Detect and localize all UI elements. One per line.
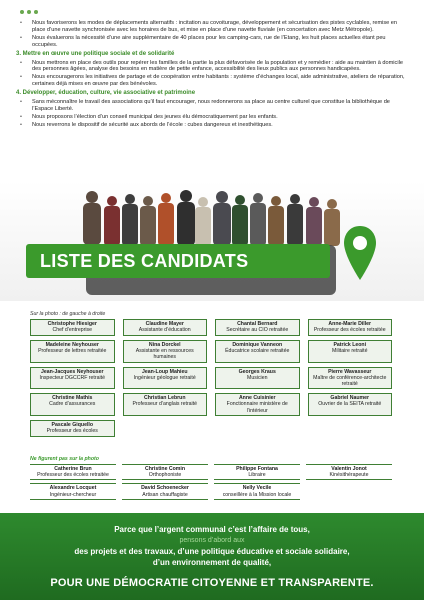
- candidate-card: [30, 393, 115, 416]
- absent-card: [122, 483, 208, 499]
- absent-role: Professeur des écoles retraitée: [37, 472, 109, 479]
- absent-card: [30, 483, 116, 499]
- absent-grid: [30, 464, 392, 500]
- candidate-role: Cadre d’assurances: [49, 401, 96, 408]
- absent-card: [122, 464, 208, 480]
- candidate-card: [123, 367, 208, 390]
- candidate-name: Georges Kraus: [238, 368, 276, 375]
- candidate-role: Inspecteur DGCCRF retraité: [39, 374, 105, 381]
- absent-role: Libraire: [248, 472, 266, 479]
- map-pin-icon: [342, 224, 378, 284]
- candidate-role: Ingénieur géologue retraité: [133, 374, 196, 381]
- absent-caption: Ne figurent pas sur la photo: [30, 456, 99, 462]
- candidate-name: Gabriel Naumer: [330, 395, 370, 402]
- candidate-role: Fonctionnaire ministère de l’intérieur: [226, 401, 288, 414]
- candidate-role: Assistante d’éducation: [138, 327, 191, 334]
- candidate-name: Claudine Mayer: [145, 321, 184, 327]
- candidate-card: [308, 393, 393, 416]
- intro-bullet: • Nous évaluerons la nécessité d’une aire supplémentaire de 40 places pour les camping-cars, rue de l’Etang, les huit places actuelles étant peu occupées.: [16, 35, 408, 49]
- candidate-card: [215, 319, 300, 336]
- section-3-bullet: • Nous encouragerons les initiatives de partage et de coopération entre habitants : système d’échanges local, aide administrative, ateliers de réparation, certaines déjà mises en œuvre par des bénévoles.: [16, 74, 408, 88]
- candidate-name: Patrick Leoni: [333, 342, 367, 348]
- candidate-name: Chantal Bernard: [237, 321, 278, 327]
- candidate-card: [30, 319, 115, 336]
- candidate-role: Professeur des écoles: [46, 428, 98, 435]
- candidate-card: [123, 319, 208, 336]
- candidate-name: Nina Dorckel: [148, 342, 181, 348]
- absent-card: [306, 464, 392, 480]
- photo-caption: Sur la photo : de gauche à droite: [30, 311, 106, 317]
- absent-name: Alexandre Locquet: [49, 485, 97, 492]
- candidate-role: Secrétaire au CIO retraitée: [226, 327, 289, 334]
- candidate-card: [215, 367, 300, 390]
- absent-role: Ingénieur-chercheur: [49, 491, 97, 498]
- absent-name: Nelly Vecile: [242, 485, 272, 492]
- candidate-card: [30, 340, 115, 363]
- footer-line-3: des projets et des travaux, d’une politique éducative et sociale solidaire,: [74, 547, 350, 556]
- section-4-heading: 4. Développer, éducation, culture, vie associative et patrimoine: [16, 90, 196, 97]
- candidate-role: Assistante en ressources humaines: [135, 348, 194, 361]
- candidate-name: Pierre Wavasseur: [328, 368, 372, 375]
- candidate-card: [30, 367, 115, 390]
- absent-role: Kinésithérapeute: [329, 472, 369, 479]
- candidate-role: Maître de conférence-architecte retraité: [313, 374, 387, 388]
- candidate-role: Militaire retraité: [332, 348, 368, 355]
- candidate-role: Ouvrier de la SEITA retraité: [318, 401, 382, 408]
- intro-bullet: • Nous favoriserons les modes de déplacements alternatifs : incitation au covoiturage, développement et sécurisation des pistes cyclables, remise en place d’une navette synchronisée avec les horaires de bus, et mise en place d’une navette fluviale (en concertation avec Metz Métropole).: [16, 20, 408, 34]
- candidate-name: Jean-Jacques Neyhouser: [40, 368, 104, 375]
- intro-list: [16, 20, 408, 49]
- footer-line-2: pensons d’abord aux: [179, 537, 245, 544]
- candidate-role: Chef d’entreprise: [52, 327, 92, 334]
- candidate-grid: [30, 319, 392, 437]
- candidate-card: [215, 393, 300, 416]
- candidate-role: Éducatrice scolaire retraitée: [225, 348, 290, 355]
- section-3-bullet: • Nous mettrons en place des outils pour repérer les familles de la partie la plus défavorisée de la population et y remédier : aide au maintien à domicile des personnes âgées, analyse des besoins en matière de petite enfance, accessibilité des lieux publics aux personnes handicapées.: [16, 60, 408, 74]
- candidate-card: [30, 420, 115, 437]
- candidate-card: [123, 340, 208, 363]
- footer-line-1: Parce que l’argent communal c’est l’affaire de tous,: [114, 525, 310, 534]
- footer-banner: [0, 513, 424, 600]
- absent-name: Catherine Brun: [54, 466, 92, 472]
- candidate-card: [308, 340, 393, 363]
- section-4-bullet: • Sans méconnaître le travail des associations qu’il faut encourager, nous redonnerons sa place au centre culturel que constitue la bibliothèque de l’Espace Liberté.: [16, 99, 408, 113]
- absent-role: conseillère à la Mission locale: [222, 491, 292, 498]
- absent-card: [30, 464, 116, 480]
- candidate-card: [215, 340, 300, 363]
- section-4-bullet: • Nous reverrons le dispositif de sécurité aux abords de l’école : cubes dangereux et inesthétiques.: [16, 122, 408, 129]
- absent-role: Orthophoniste: [148, 472, 182, 479]
- candidate-role: Professeur de lettres retraitée: [38, 348, 107, 355]
- candidate-name: Christophe Hiesiger: [47, 321, 97, 327]
- candidate-name: Christine Mathis: [52, 395, 93, 402]
- candidate-name: Anne Cuisinier: [238, 395, 276, 402]
- candidate-card: [308, 367, 393, 390]
- candidate-card: [308, 319, 393, 336]
- absent-name: David Schoenecker: [141, 485, 189, 492]
- decorative-dots: [20, 10, 38, 14]
- section-4-list: [16, 99, 408, 129]
- absent-name: Philippe Fontana: [236, 466, 278, 472]
- candidate-name: Pascale Giquello: [51, 421, 94, 428]
- candidates-banner: LISTE DES CANDIDATS: [26, 244, 330, 278]
- candidate-card: [123, 393, 208, 416]
- section-3-list: [16, 60, 408, 89]
- candidate-role: Professeur des écoles retraitée: [313, 327, 386, 334]
- candidate-role: Professeur d’anglais retraité: [132, 401, 198, 408]
- section-3-heading: 3. Mettre en œuvre une politique sociale et de solidarité: [16, 50, 175, 57]
- absent-name: Valentin Jonot: [331, 466, 367, 472]
- absent-role: Artisan chauffagiste: [142, 491, 188, 498]
- candidate-name: Christian Lebrun: [143, 395, 186, 402]
- absent-card: [214, 483, 300, 499]
- program-text: [16, 20, 408, 131]
- absent-name: Christine Comin: [144, 466, 186, 472]
- footer-line-4: d’un environnement de qualité,: [152, 558, 272, 567]
- footer-slogan: POUR UNE DÉMOCRATIE CITOYENNE ET TRANSPARENTE.: [50, 577, 374, 589]
- section-4-bullet: • Nous proposons l’élection d’un conseil municipal des jeunes élu démocratiquement par les enfants.: [16, 114, 408, 121]
- candidate-name: Dominique Vanneon: [232, 342, 283, 348]
- absent-card: [214, 464, 300, 480]
- candidate-name: Anne-Marie Diller: [328, 321, 372, 327]
- candidate-name: Jean-Loup Mahieu: [141, 368, 188, 375]
- candidate-name: Madeleine Neyhouser: [45, 342, 99, 348]
- candidate-role: Musicien: [247, 374, 268, 381]
